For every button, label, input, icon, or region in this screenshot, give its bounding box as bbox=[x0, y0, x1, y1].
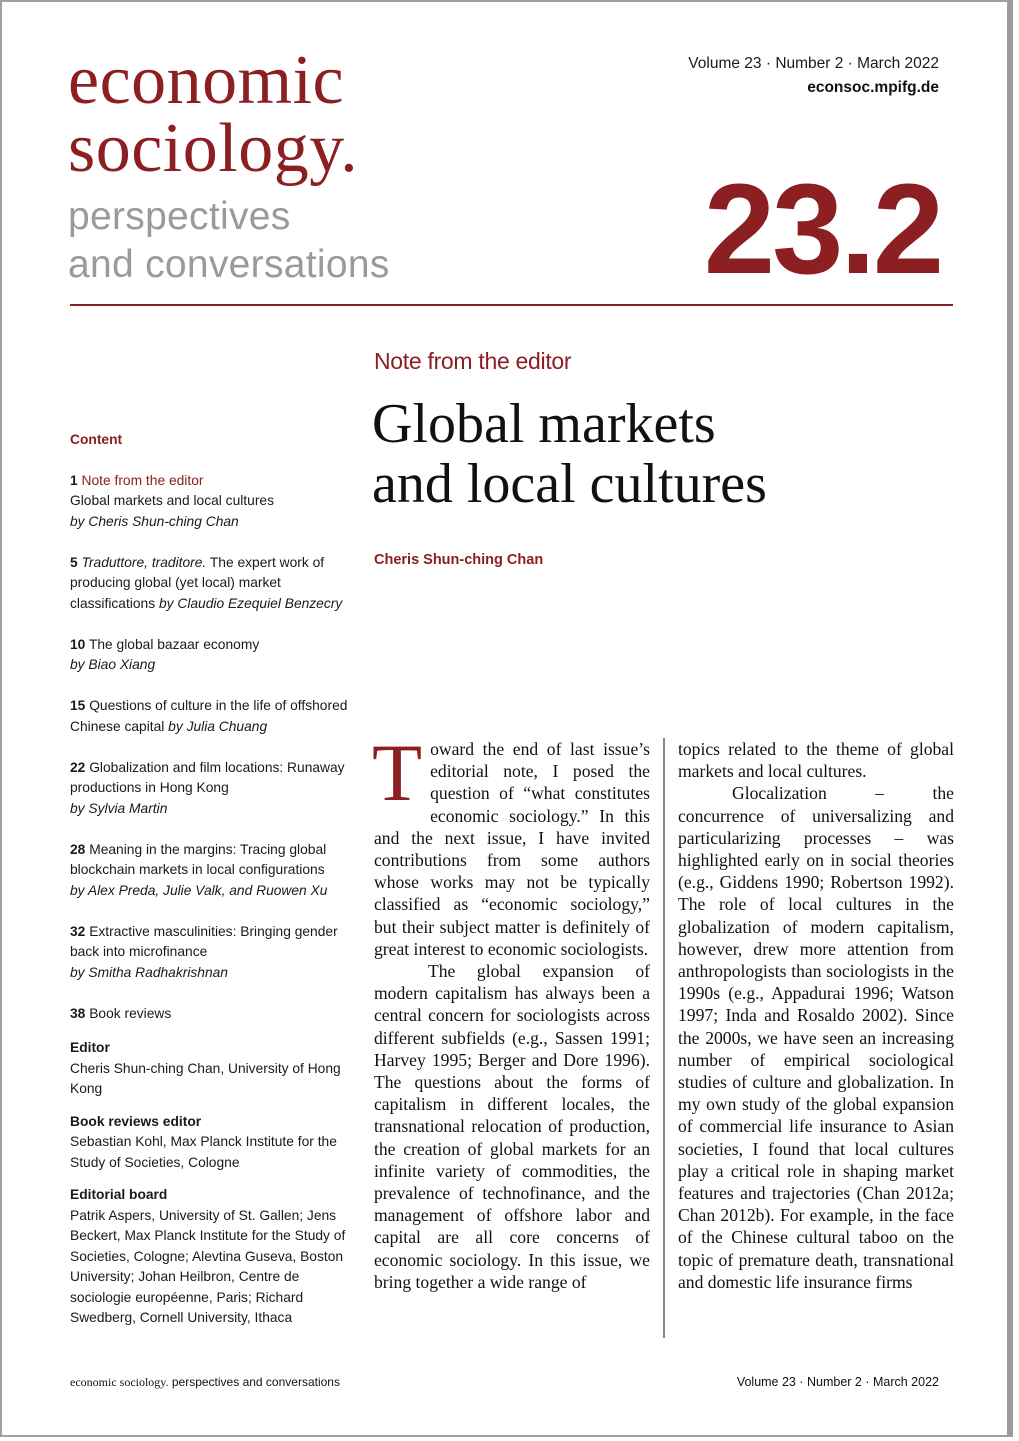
toc-title: Questions of culture in the life of offshored Chinese capital bbox=[70, 698, 348, 734]
toc-item[interactable] bbox=[70, 840, 355, 902]
book-reviews-editor-text: Sebastian Kohl, Max Planck Institute for the Study of Societies, Cologne bbox=[70, 1134, 337, 1170]
editor-heading: Editor bbox=[70, 1040, 110, 1055]
editor-section bbox=[70, 1038, 355, 1100]
header-divider bbox=[70, 304, 953, 306]
masthead-title-line1: economic bbox=[68, 42, 345, 119]
article-title bbox=[372, 394, 767, 514]
toc-byline: by Cheris Shun-ching Chan bbox=[70, 513, 239, 529]
toc-page: 32 bbox=[70, 923, 86, 939]
toc-title: Book reviews bbox=[89, 1005, 172, 1021]
toc-item[interactable] bbox=[70, 553, 355, 615]
toc-item[interactable] bbox=[70, 922, 355, 984]
toc-item[interactable] bbox=[70, 471, 355, 533]
toc-byline: by Sylvia Martin bbox=[70, 800, 168, 816]
editorial-board-section bbox=[70, 1185, 355, 1329]
website-link[interactable]: econsoc.mpifg.de bbox=[807, 79, 939, 96]
book-reviews-editor-heading: Book reviews editor bbox=[70, 1113, 202, 1129]
editor-text: Cheris Shun-ching Chan, University of Hong Kong bbox=[70, 1060, 341, 1096]
toc-title: Extractive masculinities: Bringing gender back into microfinance bbox=[70, 923, 338, 959]
toc-kicker: Note from the editor bbox=[81, 472, 204, 488]
toc-page: 22 bbox=[70, 759, 86, 775]
toc-page: 1 bbox=[70, 472, 78, 488]
column-divider bbox=[663, 738, 665, 1338]
body-column-2 bbox=[678, 738, 954, 1293]
toc-title: Meaning in the margins: Tracing global blockchain markets in local configurations bbox=[70, 841, 327, 877]
drop-cap: T bbox=[372, 727, 423, 818]
masthead-subtitle-line2: and conversations bbox=[68, 243, 390, 286]
toc-item[interactable] bbox=[70, 635, 355, 676]
toc-title: Global markets and local cultures bbox=[70, 493, 274, 508]
book-reviews-editor-section bbox=[70, 1112, 355, 1174]
toc-page: 10 bbox=[70, 636, 86, 652]
footer-brand-rest: perspectives and conversations bbox=[168, 1375, 340, 1389]
article-title-line1: Global markets bbox=[372, 393, 716, 455]
article-kicker: Note from the editor bbox=[374, 348, 572, 374]
issue-number: 23.2 bbox=[703, 158, 941, 301]
editorial-board-text: Patrik Aspers, University of St. Gallen; Jens Beckert, Max Planck Institute for the Study of Societies, Cologne; Alevtina Guseva, Boston University; Johan Heilbron, Centre de sociologie européenne, Paris; Richard Swedberg, Cornell University, Ithaca bbox=[70, 1207, 346, 1325]
article-title-line2: and local cultures bbox=[372, 453, 767, 515]
body-paragraph bbox=[372, 727, 650, 960]
toc-byline: by Smitha Radhakrishnan bbox=[70, 964, 228, 980]
masthead-title-line2: sociology. bbox=[68, 110, 359, 187]
toc-page: 38 bbox=[70, 1005, 86, 1021]
toc-item[interactable] bbox=[70, 696, 355, 737]
footer-journal-name bbox=[70, 1375, 340, 1390]
toc-title: The global bazaar economy bbox=[88, 636, 260, 652]
editorial-board-heading: Editorial board bbox=[70, 1187, 168, 1202]
toc-page: 28 bbox=[70, 841, 86, 857]
body-paragraph: The global expansion of modern capitalism has always been a central concern for sociologists across different subfields (e.g., Sassen 1991; Harvey 1995; Berger and Dore 1996). The questions about the forms of capitalism in different locales, the transnational relocation of production, the creation of global markets for an infinite variety of commodities, the prevalence of technofinance, and the management of offshore labor and capital are all core concerns of economic sociology. In this issue, we bring together a wide range of bbox=[374, 961, 650, 1292]
footer-volume-info: Volume 23 · Number 2 · March 2022 bbox=[736, 1375, 939, 1389]
article-author: Cheris Shun-ching Chan bbox=[374, 552, 544, 568]
body-paragraph: topics related to the theme of global markets and local cultures. bbox=[678, 739, 954, 782]
toc-byline: by Alex Preda, Julie Valk, and Ruowen Xu bbox=[70, 882, 328, 898]
toc-byline: by Claudio Ezequiel Benzecry bbox=[158, 595, 343, 611]
toc-italic-lead: Traduttore, traditore. bbox=[81, 554, 207, 570]
masthead-subtitle-line1: perspectives bbox=[68, 195, 291, 238]
toc-title: Globalization and film locations: Runaway productions in Hong Kong bbox=[70, 759, 345, 795]
body-paragraph: Glocalization – the concurrence of universalizing and particularizing processes – was highlighted early on in social theories (e.g., Giddens 1990; Robertson 1992). The role of local cultures in the globalization of modern capitalism, however, drew more attention from anthropologists than sociologists in the 1990s (e.g., Appadurai 1996; Watson 1997; Inda and Rosaldo 2002). Since the 2000s, we have seen an increasing number of empirical sociological studies of culture and globalization. In my own study of the global expansion of commercial life insurance to Asian societies, I found that local cultures play a critical role in shaping market features and trajectories (Chan 2012a; Chan 2012b). For example, in the face of the Chinese cultural taboo on the topic of premature death, transnational and domestic life insurance firms bbox=[678, 783, 954, 1292]
volume-info: Volume 23 · Number 2 · March 2022 bbox=[688, 55, 939, 72]
body-column-1 bbox=[372, 727, 650, 1293]
toc-item[interactable] bbox=[70, 1004, 355, 1025]
footer-brand: economic sociology. bbox=[70, 1375, 169, 1389]
contents-heading: Content bbox=[70, 432, 123, 447]
toc-byline: by Biao Xiang bbox=[70, 657, 156, 672]
toc-page: 5 bbox=[70, 554, 78, 570]
paragraph-text: oward the end of last issue’s editorial note, I posed the question of “what constitutes economic sociology.” In this and the next issue, I have invited contributions from some authors whose works may not be typically classified as “economic sociology,” but their subject matter is definitely of great interest to economic sociologists. bbox=[374, 739, 650, 959]
toc-page: 15 bbox=[70, 698, 86, 713]
toc-byline: by Julia Chuang bbox=[168, 718, 268, 734]
sidebar-contents bbox=[70, 430, 355, 1341]
toc-item[interactable] bbox=[70, 758, 355, 820]
toc-title: The expert work of producing global (yet local) market classifications bbox=[70, 554, 325, 611]
